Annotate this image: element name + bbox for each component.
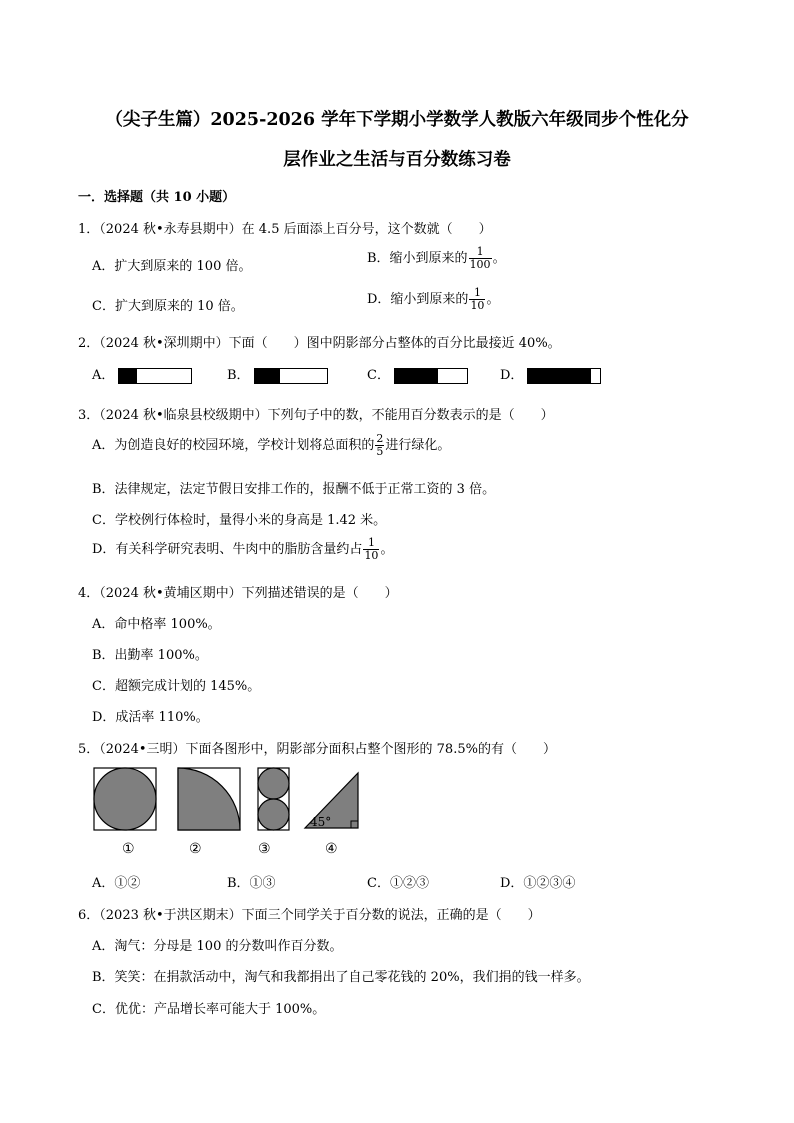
bar-shaded-part — [528, 369, 591, 383]
q2-option-b[interactable] — [227, 364, 328, 384]
option-text: B．①③ — [227, 876, 276, 891]
option-suffix: 进行绿化。 — [385, 438, 451, 453]
option-suffix: 。 — [486, 292, 500, 307]
option-suffix: 。 — [492, 251, 506, 266]
fraction — [469, 287, 485, 312]
option-text: B．出勤率 100%。 — [92, 648, 208, 663]
question-5-figures — [90, 765, 370, 835]
q5-option-b[interactable] — [227, 872, 276, 891]
fraction-denominator: 10 — [470, 299, 485, 312]
figure-label-1: ① — [122, 841, 135, 857]
option-text: A．命中格率 100%。 — [92, 617, 221, 632]
fraction-denominator: 10 — [364, 549, 379, 562]
option-text: B．笑笑：在捐款活动中，淘气和我都捐出了自己零花钱的 20%，我们捐的钱一样多。 — [92, 970, 590, 985]
q1-option-d[interactable] — [367, 287, 499, 312]
option-text: D．①②③④ — [500, 876, 576, 891]
option-text: C．优优：产品增长率可能大于 100%。 — [92, 1002, 326, 1017]
fraction-denominator: 100 — [469, 258, 491, 271]
section-heading: 一．选择题（共 10 小题） — [78, 190, 236, 205]
option-text: A．①② — [92, 876, 141, 891]
q1-option-b[interactable] — [367, 246, 506, 271]
option-text: D．有关科学研究表明、牛肉中的脂肪含量约占 — [92, 542, 363, 557]
figure-3-circle-bottom — [258, 799, 289, 830]
q5-option-a[interactable] — [92, 872, 140, 891]
option-text: A．淘气：分母是 100 的分数叫作百分数。 — [92, 939, 343, 954]
bar-shaded-part — [119, 369, 137, 383]
option-text: B． — [227, 368, 250, 383]
q1-option-c[interactable] — [92, 295, 244, 314]
q1-option-a[interactable] — [92, 255, 251, 274]
option-text: C．扩大到原来的 10 倍。 — [92, 299, 244, 314]
q3-option-a[interactable] — [92, 433, 450, 458]
shaded-bar — [118, 368, 192, 384]
option-text: C．超额完成计划的 145%。 — [92, 679, 261, 694]
option-text: B．法律规定，法定节假日安排工作的，报酬不低于正常工资的 3 倍。 — [92, 482, 496, 497]
option-text: A．为创造良好的校园环境，学校计划将总面积的 — [92, 438, 375, 453]
bar-shaded-part — [395, 369, 438, 383]
option-text: C．学校例行体检时，量得小米的身高是 1.42 米。 — [92, 513, 387, 528]
question-1-stem: 1．（2024 秋•永寿县期中）在 4.5 后面添上百分号，这个数就（ ） — [78, 222, 492, 237]
option-suffix: 。 — [380, 542, 394, 557]
q3-option-d[interactable] — [92, 537, 393, 562]
option-text: D． — [500, 368, 524, 383]
q6-option-a[interactable] — [92, 935, 342, 954]
option-text: C． — [367, 368, 390, 383]
option-text: B．缩小到原来的 — [367, 251, 468, 266]
page-title-line1: （尖子生篇）2025-2026 学年下学期小学数学人教版六年级同步个性化分 — [105, 110, 689, 130]
figure-4-angle-label: 45° — [310, 815, 332, 829]
q4-option-c[interactable] — [92, 675, 260, 694]
shaded-bar — [394, 368, 468, 384]
q3-option-b[interactable] — [92, 478, 495, 497]
question-6-stem: 6．（2023 秋•于洪区期末）下面三个同学关于百分数的说法，正确的是（ ） — [78, 908, 541, 923]
figure-label-2: ② — [189, 841, 202, 857]
fraction — [469, 246, 492, 271]
q2-option-d[interactable] — [500, 364, 601, 384]
figure-1-circle — [94, 768, 156, 830]
fraction — [375, 433, 384, 458]
q5-option-d[interactable] — [500, 872, 575, 891]
question-5-stem: 5．（2024•三明）下面各图形中，阴影部分面积占整个图形的 78.5%的有（ ） — [78, 742, 556, 757]
question-3-stem: 3．（2024 秋•临泉县校级期中）下列句子中的数，不能用百分数表示的是（ ） — [78, 408, 554, 423]
q4-option-a[interactable] — [92, 613, 221, 632]
option-text: A．扩大到原来的 100 倍。 — [92, 259, 252, 274]
fraction-numerator: 1 — [469, 246, 492, 259]
fraction-numerator: 1 — [469, 287, 485, 300]
q2-option-c[interactable] — [367, 364, 468, 384]
bar-shaded-part — [255, 369, 280, 383]
q2-option-a[interactable] — [92, 364, 192, 384]
q4-option-b[interactable] — [92, 644, 208, 663]
q4-option-d[interactable] — [92, 706, 209, 725]
option-text: D．成活率 110%。 — [92, 710, 209, 725]
option-text: A． — [92, 368, 115, 383]
question-4-stem: 4．（2024 秋•黄埔区期中）下列描述错误的是（ ） — [78, 586, 398, 601]
option-text: C．①②③ — [367, 876, 429, 891]
figure-3-circle-top — [258, 768, 289, 799]
shaded-bar — [254, 368, 328, 384]
page-title-line2: 层作业之生活与百分数练习卷 — [283, 150, 511, 170]
q6-option-b[interactable] — [92, 966, 590, 985]
figure-label-3: ③ — [258, 841, 271, 857]
question-2-stem: 2．（2024 秋•深圳期中）下面（ ）图中阴影部分占整体的百分比最接近 40%。 — [78, 336, 561, 351]
q3-option-c[interactable] — [92, 509, 386, 528]
option-text: D．缩小到原来的 — [367, 292, 469, 307]
figure-label-4: ④ — [325, 841, 338, 857]
fraction-denominator: 5 — [376, 445, 384, 458]
fraction-numerator: 1 — [363, 537, 379, 550]
fraction — [363, 537, 379, 562]
q5-option-c[interactable] — [367, 872, 429, 891]
fraction-numerator: 2 — [376, 432, 384, 445]
shaded-bar — [527, 368, 601, 384]
q6-option-c[interactable] — [92, 998, 325, 1017]
